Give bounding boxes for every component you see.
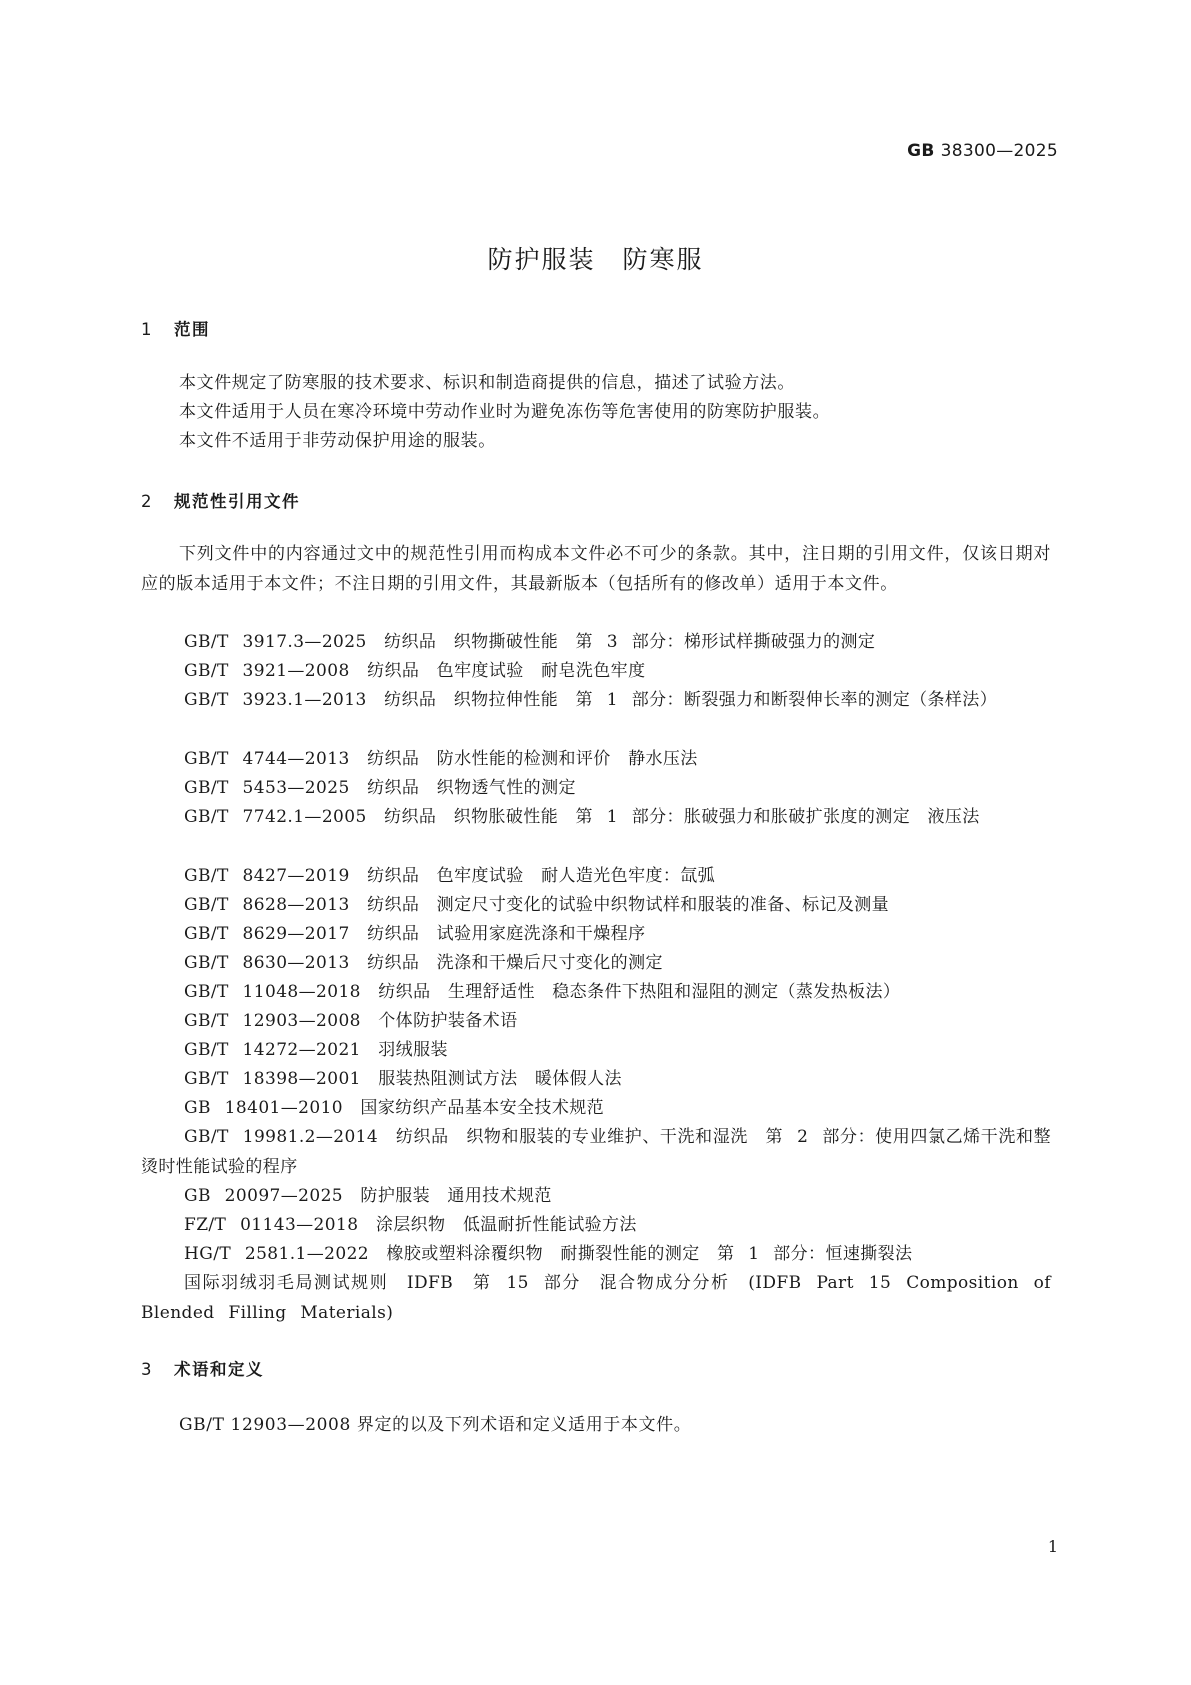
reference-item: GB 20097—2025 防护服装 通用技术规范 <box>184 1186 552 1206</box>
standard-prefix: GB <box>907 141 935 161</box>
reference-item: GB/T 12903—2008 个体防护装备术语 <box>184 1011 518 1031</box>
reference-item: GB/T 8427—2019 纺织品 色牢度试验 耐人造光色牢度：氙弧 <box>184 866 716 886</box>
section-title: 术语和定义 <box>174 1360 264 1379</box>
reference-item: GB/T 3917.3—2025 纺织品 织物撕破性能 第 3 部分：梯形试样撕破强力的测定 <box>184 632 876 652</box>
standard-code <box>907 141 1058 161</box>
reference-item: FZ/T 01143—2018 涂层织物 低温耐折性能试验方法 <box>184 1215 637 1235</box>
terms-intro-paragraph: GB/T 12903—2008 界定的以及下列术语和定义适用于本文件。 <box>179 1415 692 1435</box>
document-title: 防护服装 防寒服 <box>487 245 704 274</box>
page-number: 1 <box>1047 1537 1058 1556</box>
section-heading-terms-definitions <box>141 1356 264 1380</box>
scope-paragraph: 本文件规定了防寒服的技术要求、标识和制造商提供的信息，描述了试验方法。 <box>179 373 795 393</box>
reference-item: GB/T 3921—2008 纺织品 色牢度试验 耐皂洗色牢度 <box>184 661 646 681</box>
reference-item: GB/T 8628—2013 纺织品 测定尺寸变化的试验中织物试样和服装的准备、标记及测量 <box>184 895 890 915</box>
section-number: 3 <box>141 1360 153 1379</box>
section-title: 范围 <box>174 320 210 339</box>
reference-item: GB/T 11048—2018 纺织品 生理舒适性 稳态条件下热阻和湿阻的测定（蒸发热板法） <box>184 982 901 1002</box>
reference-item: GB/T 19981.2—2014 纺织品 织物和服装的专业维护、干洗和湿洗 第 2 部分：使用四氯乙烯干洗和整烫时性能试验的程序 <box>141 1127 1051 1177</box>
reference-item: GB/T 5453—2025 纺织品 织物透气性的测定 <box>184 778 576 798</box>
reference-item: 国际羽绒羽毛局测试规则 IDFB 第 15 部分 混合物成分分析 (IDFB Part 15 Composition of Blended Filling Materials) <box>141 1273 1051 1323</box>
section-number: 2 <box>141 492 153 511</box>
section-heading-normative-references <box>141 488 300 512</box>
section-title: 规范性引用文件 <box>174 492 300 511</box>
reference-item: GB/T 3923.1—2013 纺织品 织物拉伸性能 第 1 部分：断裂强力和断裂伸长率的测定（条样法） <box>184 690 998 710</box>
section-number: 1 <box>141 320 153 339</box>
standard-number: 38300—2025 <box>940 141 1058 161</box>
reference-item: GB/T 14272—2021 羽绒服装 <box>184 1040 448 1060</box>
scope-paragraph: 本文件适用于人员在寒冷环境中劳动作业时为避免冻伤等危害使用的防寒防护服装。 <box>179 402 831 422</box>
reference-item: GB/T 4744—2013 纺织品 防水性能的检测和评价 静水压法 <box>184 749 698 769</box>
reference-item: GB/T 8630—2013 纺织品 洗涤和干燥后尺寸变化的测定 <box>184 953 663 973</box>
reference-item: GB/T 7742.1—2005 纺织品 织物胀破性能 第 1 部分：胀破强力和胀破扩张度的测定 液压法 <box>184 807 980 827</box>
normative-intro-paragraph: 下列文件中的内容通过文中的规范性引用而构成本文件必不可少的条款。其中，注日期的引用文件，仅该日期对应的版本适用于本文件；不注日期的引用文件，其最新版本（包括所有的修改单）适用于本文件。 <box>141 544 1051 594</box>
scope-paragraph: 本文件不适用于非劳动保护用途的服装。 <box>179 431 496 451</box>
reference-item: HG/T 2581.1—2022 橡胶或塑料涂覆织物 耐撕裂性能的测定 第 1 部分：恒速撕裂法 <box>184 1244 913 1264</box>
reference-item: GB/T 18398—2001 服装热阻测试方法 暖体假人法 <box>184 1069 622 1089</box>
reference-item: GB 18401—2010 国家纺织产品基本安全技术规范 <box>184 1098 605 1118</box>
reference-item: GB/T 8629—2017 纺织品 试验用家庭洗涤和干燥程序 <box>184 924 646 944</box>
section-heading-scope <box>141 316 210 340</box>
